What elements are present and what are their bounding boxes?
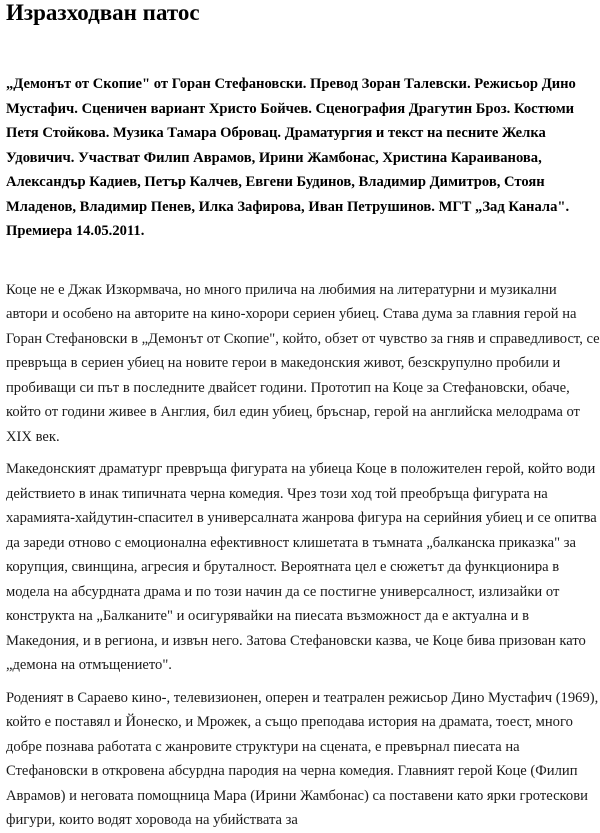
- article-paragraph-2: Македонският драматург превръща фигурата на убиеца Коце в положителен герой, който води действието в инак типичната черна комедия. Чрез този ход той преобръща фигурата на харамията-хайдутин-спасител в универсалната жанрова фигура на серийния убиец и се опитва да зареди отново с емоционална ефективност клишетата в тъмната „балканска приказка" за корупция, свинщина, агресия и бруталност. Вероятната цел е сюжетът да функционира в модела на абсурдната драма и по този начин да се постигне универсалност, излизайки от конструкта на „Балканите" и осигурявайки на пиесата възможност да е актуална и в Македония, и в региона, и извън него. Затова Стефановски казва, че Коце бива призован като „демона на отмъщението".: [6, 461, 597, 673]
- production-credits: „Демонът от Скопие" от Горан Стефановски. Превод Зоран Талевски. Режисьор Дино Мустафич. Сценичен вариант Христо Бойчев. Сценография Драгутин Броз. Костюми Петя Стойкова. Музика Тамара Обровац. Драматургия и текст на песните Желка Удовичич. Участват Филип Аврамов, Ирини Жамбонас, Христина Караиванова, Александър Кадиев, Петър Калчев, Евгени Будинов, Владимир Димитров, Стоян Младенов, Владимир Пенев, Илка Зафирова, Иван Петрушинов. МГТ „Зад Канала". Премиера 14.05.2011.: [6, 76, 576, 239]
- article-paragraph-3: Роденият в Сараево кино-, телевизионен, оперен и театрален режисьор Дино Мустафич (1969), който е поставял и Йонеско, и Мрожек, а също преподава история на драмата, тоест, много добре познава работата с жанровите структури на сцената, е превърнал пиесата на Стефановски в откровена абсурдна пародия на черна комедия. Главният герой Коце (Филип Аврамов) и неговата помощница Мара (Ирини Жамбонас) са поставени като ярки гротескови фигури, които водят хоровода на убийствата за: [6, 689, 599, 828]
- article-title: Изразходван патос: [6, 0, 200, 25]
- article-paragraph-1: Коце не е Джак Изкормвача, но много прилича на любимия на литературни и музикални автори и особено на авторите на кино-хорори сериен убиец. Става дума за главния герой на Горан Стефановски в „Демонът от Скопие", който, обзет от чувство за гняв и справедливост, се превръща в сериен убиец на новите герои в македонския живот, безскрупулно пробили и пробиващи си път в последните двайсет години. Прототип на Коце за Стефановски, обаче, който от години живее в Англия, бил един убиец, бръснар, герой на английска мелодрама от XIX век.: [6, 281, 600, 445]
